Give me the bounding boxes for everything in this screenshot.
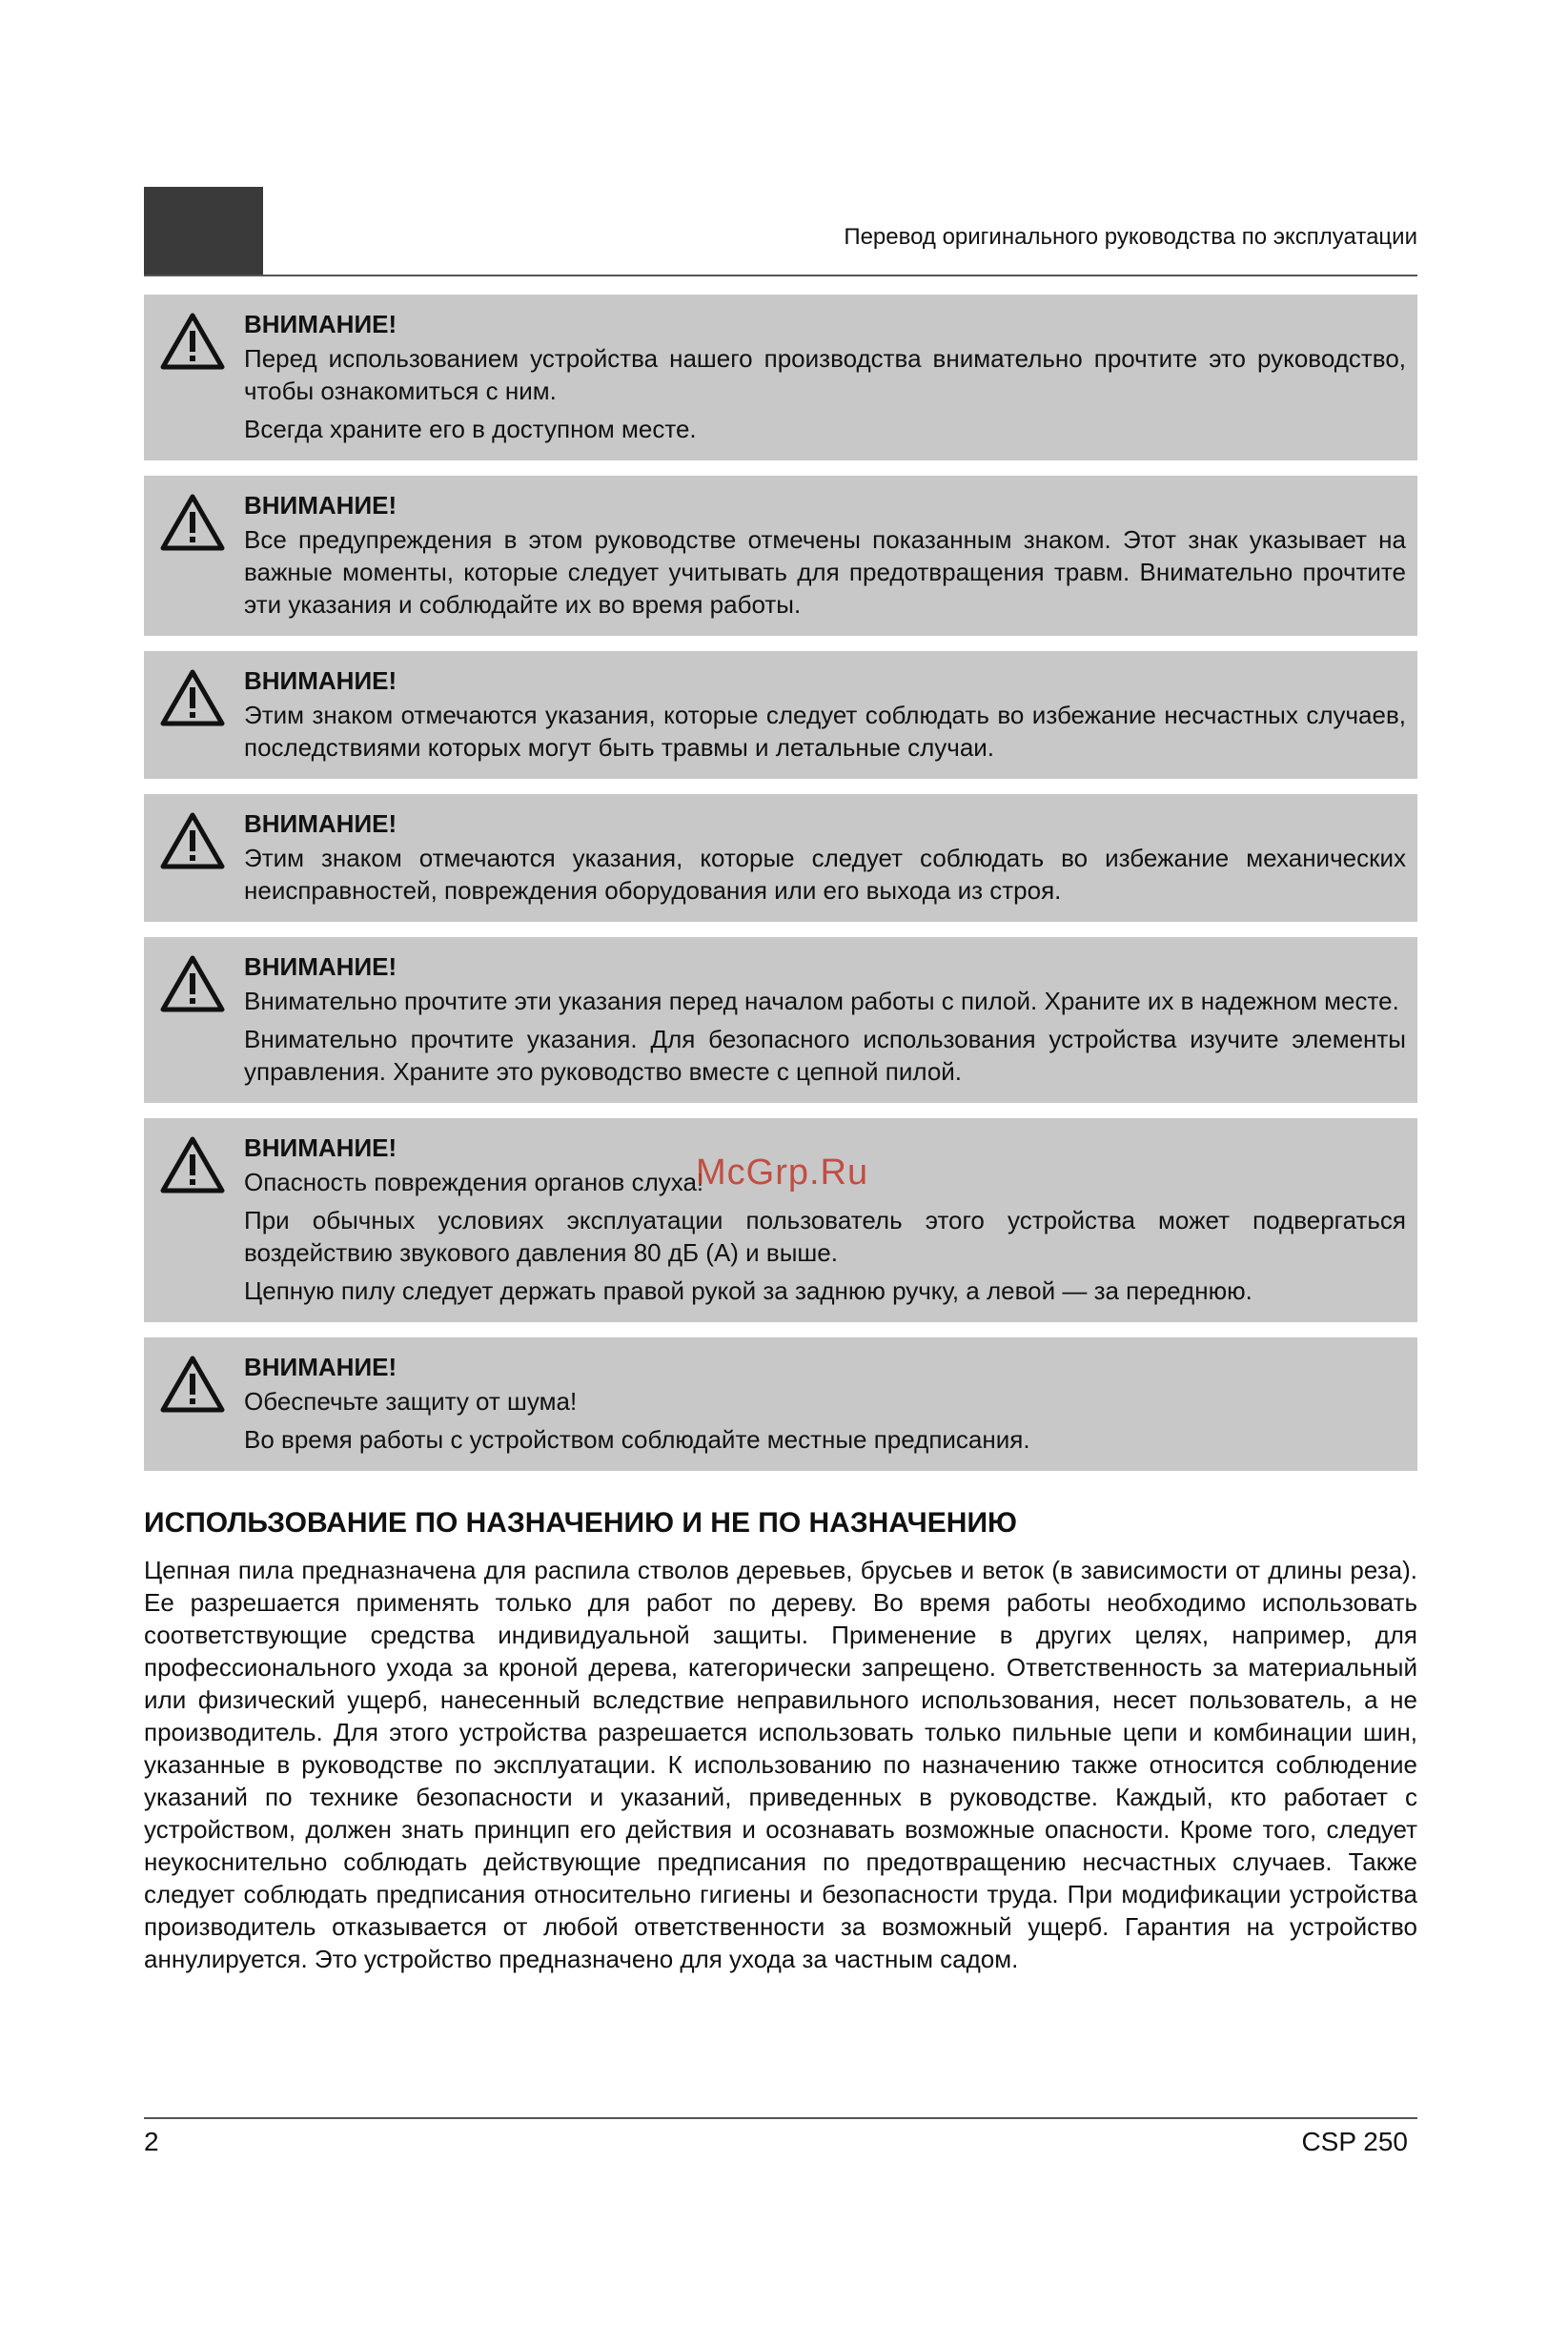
warning-triangle-icon — [159, 668, 226, 727]
warning-text: Цепную пилу следует держать правой рукой за заднюю ручку, а левой — за переднюю. — [244, 1276, 1252, 1305]
header-tab-block — [144, 187, 263, 275]
warning-box — [144, 295, 1417, 460]
page-number: 2 — [144, 2127, 159, 2156]
header-title: Перевод оригинального руководства по эксплуатации — [844, 224, 1417, 250]
warning-text: Опасность повреждения органов слуха! — [244, 1168, 704, 1196]
warning-text: Этим знаком отмечаются указания, которые следует соблюдать во избежание механических неисправностей, повреждения оборудования или его выхода из строя. — [244, 844, 1406, 905]
warning-box — [144, 794, 1417, 922]
warning-title: ВНИМАНИЕ! — [244, 310, 397, 338]
warning-title: ВНИМАНИЕ! — [244, 666, 397, 695]
warnings-list — [144, 295, 1417, 1486]
warning-title: ВНИМАНИЕ! — [244, 809, 397, 838]
warning-triangle-icon — [159, 811, 226, 870]
warning-text: Всегда храните его в доступном месте. — [244, 415, 697, 443]
warning-text: Внимательно прочтите эти указания перед началом работы с пилой. Храните их в надежном месте. — [244, 987, 1399, 1015]
watermark: McGrp.Ru — [696, 1153, 869, 1193]
footer-divider — [144, 2117, 1417, 2119]
warning-box — [144, 1337, 1417, 1471]
warning-title: ВНИМАНИЕ! — [244, 1133, 397, 1162]
model-name: CSP 250 — [1301, 2127, 1408, 2156]
header-divider — [144, 275, 1417, 276]
warning-box — [144, 476, 1417, 636]
section-title: ИСПОЛЬЗОВАНИЕ ПО НАЗНАЧЕНИЮ И НЕ ПО НАЗНАЧЕНИЮ — [144, 1507, 1017, 1539]
warning-title: ВНИМАНИЕ! — [244, 952, 397, 981]
intended-use-section — [144, 1504, 1417, 1975]
section-body: Цепная пила предназначена для распила стволов деревьев, брусьев и веток (в зависимости от длины реза). Ее разрешается применять только для работ по дереву. Во время работы необходимо использовать соответствующие средства индивидуальной защиты. Применение в других целях, например, для профессионального ухода за кроной дерева, категорически запрещено. Ответственность за материальный или физический ущерб, нанесенный вследствие неправильного использования, несет пользователь, а не производитель. Для этого устройства разрешается использовать только пильные цепи и комбинации шин, указанные в руководстве по эксплуатации. К использованию по назначению также относится соблюдение указаний по технике безопасности и указаний, приведенных в руководстве. Каждый, кто работает с устройством, должен знать принцип его действия и осознавать возможные опасности. Кроме того, следует неукоснительно соблюдать действующие предписания по предотвращению несчастных случаев. Также следует соблюдать предписания относительно гигиены и безопасности труда. При модификации устройства производитель отказывается от любой ответственности за возможный ущерб. Гарантия на устройство аннулируется. Это устройство предназначено для ухода за частным садом. — [144, 1556, 1417, 1973]
warning-text: Обеспечьте защиту от шума! — [244, 1387, 578, 1416]
warning-box — [144, 1118, 1417, 1322]
warning-text: При обычных условиях эксплуатации пользователь этого устройства может подвергаться воздействию звукового давления 80 дБ (А) и выше. — [244, 1206, 1406, 1267]
warning-text: Во время работы с устройством соблюдайте местные предписания. — [244, 1425, 1030, 1454]
warning-box — [144, 937, 1417, 1103]
warning-triangle-icon — [159, 493, 226, 552]
warning-text: Перед использованием устройства нашего производства внимательно прочтите это руководство, чтобы ознакомиться с ним. — [244, 344, 1406, 405]
warning-box — [144, 651, 1417, 779]
warning-title: ВНИМАНИЕ! — [244, 491, 397, 520]
warning-text: Внимательно прочтите указания. Для безопасного использования устройства изучите элементы управления. Храните это руководство вместе с цепной пилой. — [244, 1025, 1406, 1086]
warning-text: Все предупреждения в этом руководстве отмечены показанным знаком. Этот знак указывает на важные моменты, которые следует учитывать для предотвращения травм. Внимательно прочтите эти указания и соблюдайте их во время работы. — [244, 525, 1406, 619]
warning-title: ВНИМАНИЕ! — [244, 1353, 397, 1381]
warning-triangle-icon — [159, 1355, 226, 1414]
warning-text: Этим знаком отмечаются указания, которые следует соблюдать во избежание несчастных случаев, последствиями которых могут быть травмы и летальные случаи. — [244, 701, 1406, 762]
warning-triangle-icon — [159, 312, 226, 371]
warning-triangle-icon — [159, 1135, 226, 1194]
warning-triangle-icon — [159, 954, 226, 1013]
